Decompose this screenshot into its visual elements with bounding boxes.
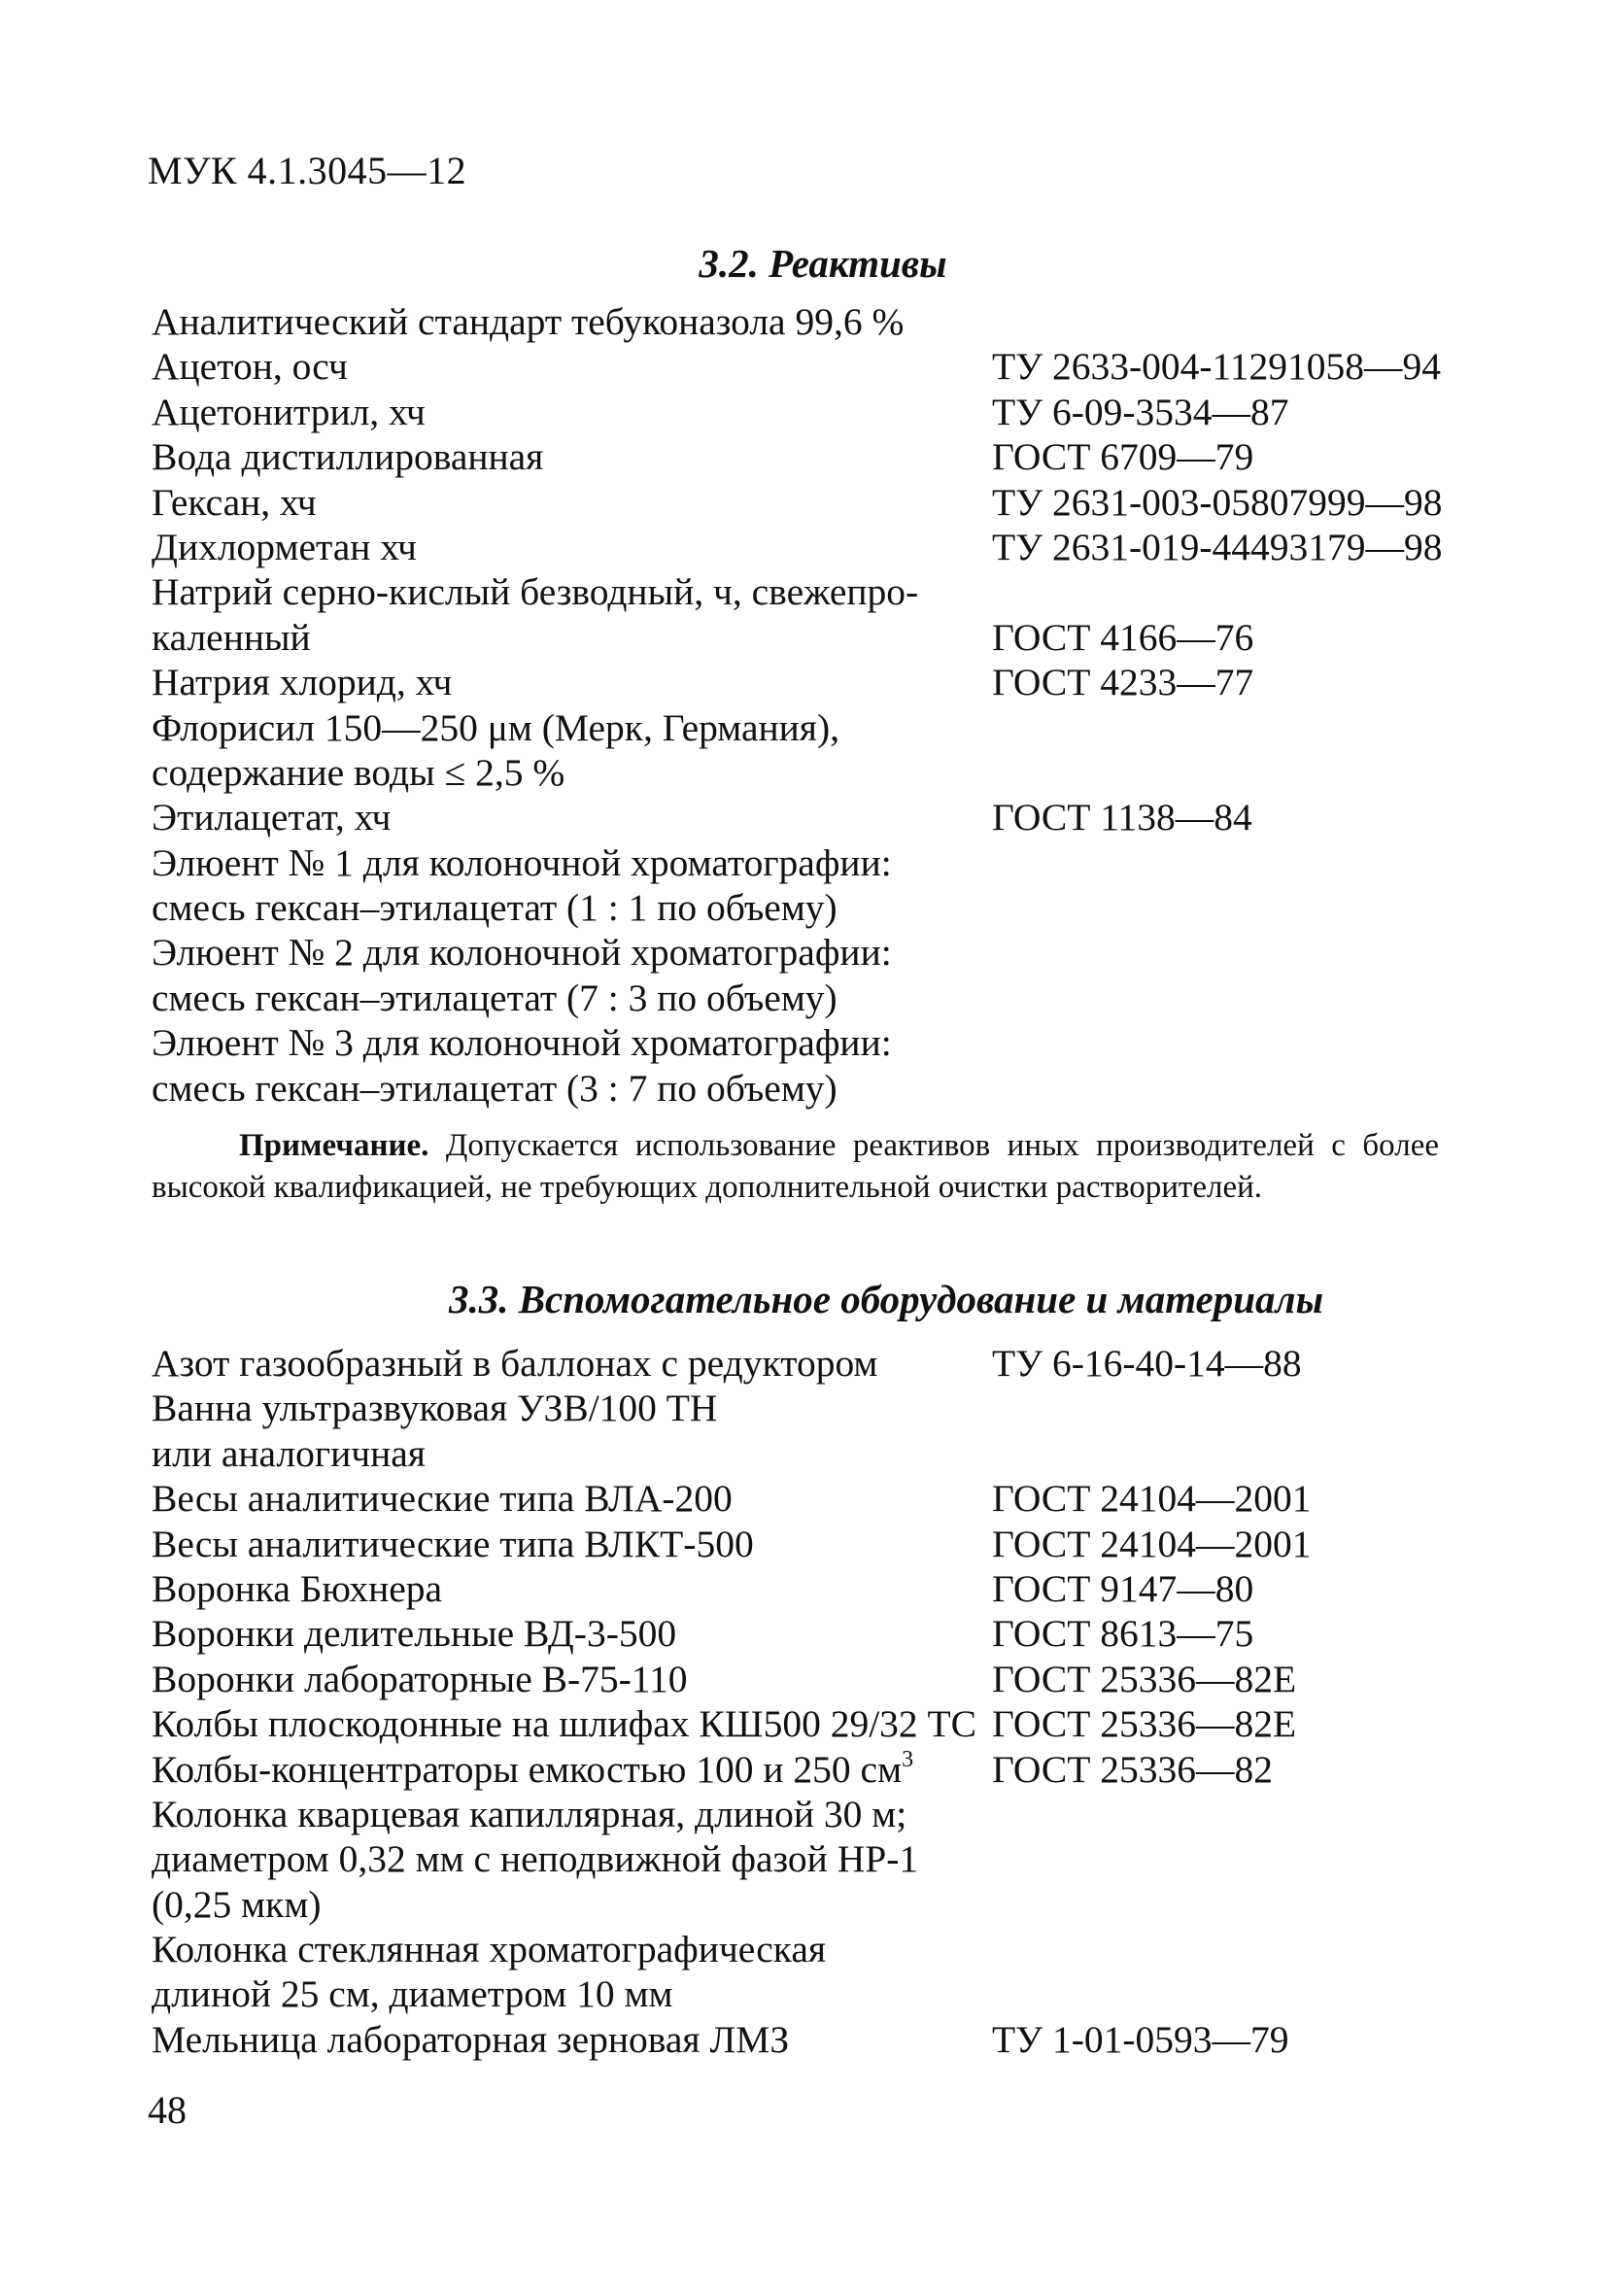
- equipment-row: [152, 1476, 1311, 1521]
- equipment-row: [152, 1701, 1311, 1746]
- item-name: [152, 390, 992, 434]
- item-standard-code: ГОСТ 25336—82Е: [992, 1702, 1297, 1746]
- item-name: [152, 1386, 992, 1430]
- item-name: [152, 885, 992, 930]
- item-name: [152, 569, 992, 614]
- item-name-text: Азот газообразный в баллонах с редуктором: [152, 1342, 878, 1385]
- item-name-text: Вода дистиллированная: [152, 435, 544, 479]
- item-name: [152, 1882, 992, 1927]
- reagent-row: [152, 390, 1443, 434]
- reagent-row: [152, 705, 1443, 750]
- item-standard-code: ТУ 2631-019-44493179—98: [992, 525, 1443, 568]
- item-standard-code: ТУ 2633-004-11291058—94: [992, 345, 1442, 389]
- item-name-text: Воронки делительные ВД-3-500: [152, 1612, 677, 1656]
- item-name: [152, 1020, 992, 1065]
- item-standard-code: ГОСТ 25336—82Е: [992, 1657, 1297, 1700]
- item-name: [152, 525, 992, 569]
- item-name-text: Ацетонитрил, хч: [152, 390, 426, 433]
- item-name-text: Этилацетат, хч: [152, 796, 392, 840]
- item-name: [152, 1341, 992, 1386]
- reagents-list: [152, 299, 1443, 1111]
- reagent-row: [152, 795, 1443, 840]
- item-name: [152, 1611, 992, 1656]
- item-name-text: Элюент № 2 для колоночной хроматографии:: [152, 931, 892, 975]
- item-name-text: Натрия хлорид, хч: [152, 661, 453, 704]
- item-name-text: (0,25 мкм): [152, 1882, 322, 1926]
- item-name-text: Ацетон, осч: [152, 345, 348, 389]
- equipment-row: [152, 1341, 1311, 1386]
- equipment-row: [152, 1971, 1311, 2016]
- item-name: [152, 660, 992, 704]
- item-name-text: Ванна ультразвуковая УЗВ/100 ТН: [152, 1387, 718, 1430]
- item-name-text: Колонка стеклянная хроматографическая: [152, 1928, 827, 1971]
- item-name: [152, 705, 992, 750]
- item-name: [152, 795, 992, 840]
- item-name-text: или аналогичная: [152, 1431, 426, 1475]
- item-name: [152, 1792, 992, 1836]
- reagent-row: [152, 930, 1443, 975]
- equipment-row: [152, 1657, 1311, 1701]
- equipment-row: [152, 2017, 1311, 2062]
- item-name: [152, 930, 992, 975]
- item-standard-code: ГОСТ 4233—77: [992, 661, 1254, 704]
- equipment-row: [152, 1792, 1311, 1836]
- reagent-row: [152, 660, 1443, 704]
- equipment-row: [152, 1882, 1311, 1927]
- equipment-row: [152, 1566, 1311, 1611]
- reagent-row: [152, 615, 1443, 660]
- item-name: [152, 1657, 992, 1701]
- item-name-text: Аналитический стандарт тебуконазола 99,6 %: [152, 300, 905, 343]
- item-name-text: Колбы плоскодонные на шлифах КШ500 29/32 ТС: [152, 1702, 977, 1746]
- section-title-equipment: 3.3. Вспомогательное оборудование и материалы: [448, 1277, 1324, 1321]
- item-name-text: Воронка Бюхнера: [152, 1566, 443, 1610]
- item-name-text: Флорисил 150—250 μм (Мерк, Германия),: [152, 705, 839, 749]
- reagent-row: [152, 1066, 1443, 1111]
- item-name: [152, 1522, 992, 1566]
- equipment-row: [152, 1836, 1311, 1881]
- item-name-text: Воронки лабораторные В-75-110: [152, 1657, 688, 1700]
- reagent-row: [152, 480, 1443, 525]
- item-name: [152, 434, 992, 479]
- item-standard-code: ГОСТ 4166—76: [992, 615, 1254, 659]
- item-name: [152, 344, 992, 389]
- item-name: [152, 1566, 992, 1611]
- item-name-text: Весы аналитические типа ВЛА-200: [152, 1477, 733, 1521]
- document-code-header: МУК 4.1.3045—12: [148, 149, 467, 192]
- reagent-row: [152, 976, 1443, 1020]
- item-name-text: Дихлорметан хч: [152, 525, 417, 568]
- item-name-text: длиной 25 см, диаметром 10 мм: [152, 1972, 673, 2016]
- item-name: [152, 1971, 992, 2016]
- item-name-text: смесь гексан–этилацетат (3 : 7 по объему): [152, 1066, 838, 1110]
- item-name: [152, 1836, 992, 1881]
- item-name-text: Гексан, хч: [152, 480, 317, 524]
- equipment-row: [152, 1927, 1311, 1971]
- item-name-text: Колбы-концентраторы емкостью 100 и 250 см: [152, 1747, 903, 1791]
- item-standard-code: ГОСТ 24104—2001: [992, 1477, 1312, 1521]
- item-name: [152, 2017, 992, 2062]
- item-standard-code: ТУ 1-01-0593—79: [992, 2017, 1289, 2061]
- item-name-text: Натрий серно-кислый безводный, ч, свежепро-: [152, 570, 919, 614]
- equipment-row: [152, 1747, 1311, 1792]
- item-name-text: Весы аналитические типа ВЛКТ-500: [152, 1522, 754, 1565]
- equipment-row: [152, 1611, 1311, 1656]
- item-name-text: содержание воды ≤ 2,5 %: [152, 750, 565, 794]
- item-name: [152, 1476, 992, 1521]
- note-text: Допускается использование реактивов иных производителей с более высокой квалификацией, не требующих дополнительной очистки растворителей.: [152, 1128, 1440, 1205]
- item-standard-code: ГОСТ 8613—75: [992, 1612, 1254, 1656]
- item-standard-code: ГОСТ 6709—79: [992, 435, 1254, 479]
- item-name-text: каленный: [152, 615, 311, 659]
- item-name: [152, 976, 992, 1020]
- item-name-text: Мельница лабораторная зерновая ЛМЗ: [152, 2017, 790, 2061]
- reagent-row: [152, 569, 1443, 614]
- reagent-row: [152, 299, 1443, 344]
- item-name: [152, 299, 992, 344]
- unit-superscript: 3: [902, 1746, 914, 1772]
- item-name: [152, 1066, 992, 1111]
- item-name: [152, 750, 992, 795]
- item-standard-code: ТУ 2631-003-05807999—98: [992, 480, 1443, 524]
- item-name: [152, 1701, 992, 1746]
- note-label: Примечание.: [239, 1128, 429, 1163]
- equipment-row: [152, 1431, 1311, 1476]
- item-name: [152, 615, 992, 660]
- reagent-row: [152, 750, 1443, 795]
- item-name-text: смесь гексан–этилацетат (7 : 3 по объему): [152, 976, 838, 1019]
- item-name: [152, 840, 992, 885]
- item-standard-code: ГОСТ 9147—80: [992, 1566, 1254, 1610]
- equipment-row: [152, 1522, 1311, 1566]
- item-standard-code: ТУ 6-09-3534—87: [992, 390, 1289, 433]
- item-name: [152, 1927, 992, 1971]
- note-paragraph: [152, 1125, 1439, 1208]
- reagent-row: [152, 1020, 1443, 1065]
- item-name-text: смесь гексан–этилацетат (1 : 1 по объему): [152, 886, 838, 930]
- section-title-reagents: 3.2. Реактивы: [699, 241, 947, 286]
- item-name-text: Элюент № 1 для колоночной хроматографии:: [152, 840, 892, 884]
- item-name-text: Элюент № 3 для колоночной хроматографии:: [152, 1021, 892, 1065]
- reagent-row: [152, 840, 1443, 885]
- item-name: [152, 1431, 992, 1476]
- page-number: 48: [148, 2088, 187, 2132]
- item-standard-code: ГОСТ 25336—82: [992, 1747, 1273, 1791]
- reagent-row: [152, 344, 1443, 389]
- reagent-row: [152, 885, 1443, 930]
- item-name-text: диаметром 0,32 мм с неподвижной фазой НР-1: [152, 1837, 919, 1881]
- equipment-list: [152, 1341, 1311, 2062]
- item-standard-code: ТУ 6-16-40-14—88: [992, 1342, 1302, 1385]
- equipment-row: [152, 1386, 1311, 1430]
- item-name-text: Колонка кварцевая капиллярная, длиной 30 м;: [152, 1792, 907, 1835]
- item-name: [152, 1747, 992, 1792]
- item-standard-code: ГОСТ 1138—84: [992, 796, 1252, 840]
- reagent-row: [152, 525, 1443, 569]
- item-standard-code: ГОСТ 24104—2001: [992, 1522, 1312, 1565]
- item-name: [152, 480, 992, 525]
- reagent-row: [152, 434, 1443, 479]
